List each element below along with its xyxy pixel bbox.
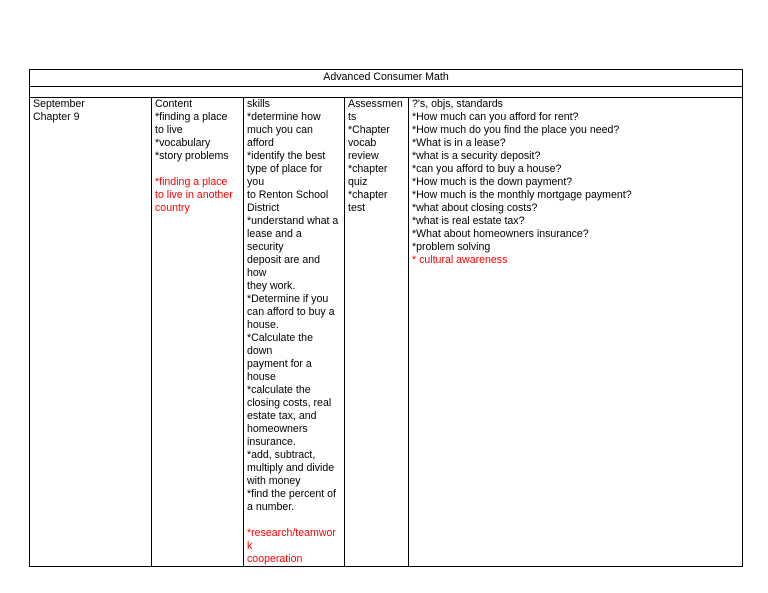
content-row — [30, 98, 743, 567]
skills-text: skills *determine how much you can afford *identify the best type of place for you to Renton School District *understand what a lease and a security deposit are and how they work. *Determine if you can afford to buy a house. *Calculate the down payment for a house *calculate the closing costs, real estate tax, and homeowners insurance. *add, subtract, multiply and divide with money *find the percent of a number. — [247, 98, 339, 513]
spacer-cell — [30, 87, 743, 98]
standards-cell — [409, 98, 743, 567]
spacer-row — [30, 87, 743, 98]
content-text: Content *finding a place to live *vocabulary *story problems — [155, 98, 229, 162]
lesson-plan-table — [29, 69, 743, 567]
standards-text: ?'s, objs, standards *How much can you afford for rent? *How much do you find the place you need? *What is in a lease? *what is a security deposit? *can you afford to buy a house? *How much is the down payment? *How much is the monthly mortgage payment? *what about closing costs? *what is real estate tax? *What about homeowners insurance? *problem solving — [412, 98, 632, 253]
assessments-cell — [345, 98, 409, 567]
content-highlight: *finding a place to live in another country — [155, 176, 233, 214]
month-cell — [30, 98, 152, 567]
standards-highlight: * cultural awareness — [412, 254, 508, 266]
month-text: September Chapter 9 — [33, 98, 85, 123]
content-gap — [155, 163, 240, 176]
skills-gap — [247, 514, 341, 527]
title-row — [30, 70, 743, 87]
content-cell — [152, 98, 244, 567]
table-title: Advanced Consumer Math — [30, 70, 743, 87]
assessments-text: Assessments *Chapter vocab review *chapter quiz *chapter test — [348, 98, 403, 214]
skills-highlight: *research/teamwork cooperation — [247, 527, 336, 565]
skills-cell — [244, 98, 345, 567]
